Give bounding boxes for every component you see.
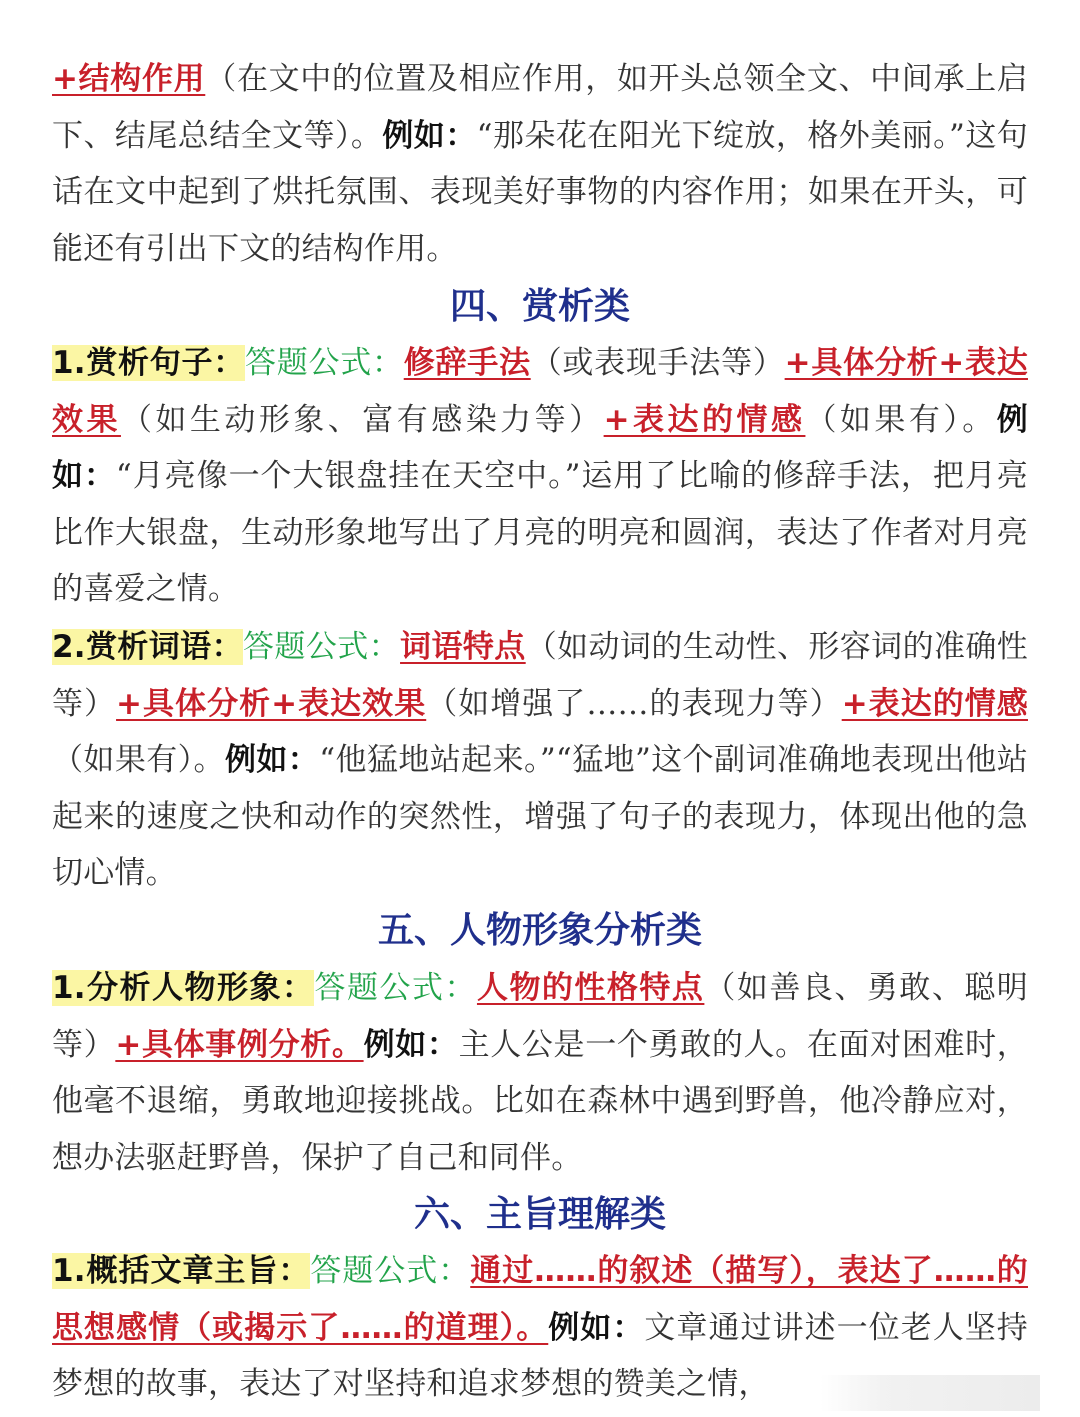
- body-text: （如果有）。: [805, 401, 997, 438]
- red-formula: +具体分析+表达效果: [52, 345, 1028, 438]
- body-text: （或表现手法等）: [530, 345, 785, 381]
- body-text: （如生动形象、富有感染力等）: [120, 401, 604, 438]
- body-text: （如动词的生动性、形容词的准确性等）: [52, 629, 1029, 722]
- section-heading-6: 六、主旨理解类: [413, 1194, 666, 1235]
- paragraph-sentence-appreciation: [52, 335, 1028, 618]
- red-formula: 人物的性格特点: [476, 970, 705, 1006]
- body-text: （在文中的位置及相应作用，如开头总领全文、中间承上启下、结尾总结全文等）。: [52, 61, 1028, 154]
- red-formula: +表达的情感: [841, 685, 1028, 722]
- red-formula: +具体事例分析。: [115, 1026, 364, 1063]
- section-heading-5: 五、人物形象分析类: [377, 910, 702, 951]
- red-formula: 词语特点: [400, 629, 526, 665]
- item-title: 1.分析人物形象：: [52, 970, 315, 1006]
- formula-label: 答题公式：: [314, 970, 477, 1006]
- red-formula: 通过……的叙述（描写），表达了……的思想感情（或揭示了……的道理）。: [52, 1253, 1028, 1346]
- section-heading-4: 四、赏析类: [449, 286, 630, 327]
- red-formula: 修辞手法: [403, 345, 531, 381]
- formula-label: 答题公式：: [310, 1253, 471, 1289]
- watermark-overlay: [820, 1375, 1040, 1411]
- paragraph-structure-function: [52, 51, 1028, 277]
- example-label: 例如：: [224, 742, 320, 779]
- paragraph-word-appreciation: [52, 619, 1028, 902]
- item-title: 2.赏析词语：: [52, 629, 243, 665]
- red-formula: +表达的情感: [603, 401, 806, 438]
- formula-label: 答题公式：: [245, 345, 404, 381]
- example-text: “那朵花在阳光下绽放，格外美丽。”这句话在文中起到了烘托氛围、表现美好事物的内容作用；如果在开头，可能还有引出下文的结构作用。: [52, 117, 1028, 267]
- example-label: 例如：: [382, 117, 477, 154]
- red-formula: +具体分析+表达效果: [116, 685, 427, 722]
- formula-label: 答题公式：: [243, 629, 401, 665]
- item-title: 1.赏析句子：: [52, 345, 245, 381]
- red-formula: +结构作用: [52, 61, 206, 97]
- example-label: 例如：: [548, 1309, 645, 1346]
- example-text: 文章通过讲述一位老人坚持梦想的故事，表达了对坚持和追求梦想的赞美之情，: [52, 1309, 1028, 1403]
- example-text: “他猛地站起来。”“猛地”这个副词准确地表现出他站起来的速度之快和动作的突然性，增强了句子的表现力，体现出他的急切心情。: [52, 742, 1029, 892]
- example-text: “月亮像一个大银盘挂在天空中。”运用了比喻的修辞手法，把月亮比作大银盘，生动形象地写出了月亮的明亮和圆润，表达了作者对月亮的喜爱之情。: [52, 458, 1028, 608]
- example-text: 主人公是一个勇敢的人。在面对困难时，他毫不退缩，勇敢地迎接挑战。比如在森林中遇到野兽，他冷静应对，想办法驱赶野兽，保护了自己和同伴。: [52, 1026, 1028, 1176]
- example-label: 例如：: [363, 1026, 459, 1063]
- example-label: 例如：: [52, 401, 1028, 495]
- body-text: （如增强了……的表现力等）: [426, 685, 842, 722]
- body-text: （如果有）。: [52, 742, 225, 779]
- paragraph-character-analysis: [52, 960, 1028, 1186]
- item-title: 1.概括文章主旨：: [52, 1253, 311, 1289]
- body-text: （如善良、勇敢、聪明等）: [52, 970, 1029, 1063]
